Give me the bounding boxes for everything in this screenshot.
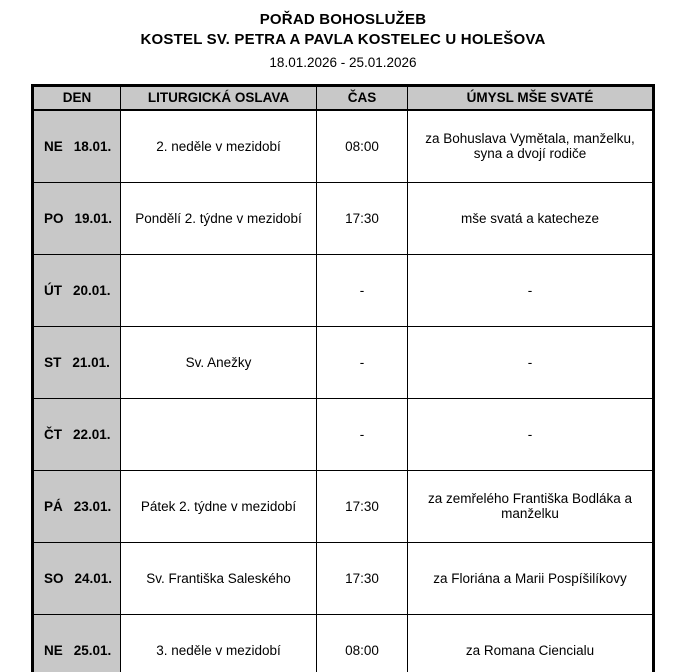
- day-cell: [33, 542, 121, 614]
- table-row: [33, 542, 654, 614]
- day-date: 23.01.: [73, 498, 112, 514]
- page-title: POŘAD BOHOSLUŽEB: [259, 11, 427, 28]
- column-header-time: ČAS: [317, 85, 408, 110]
- day-abbrev: PO: [44, 210, 64, 226]
- date-range: 18.01.2026 - 25.01.2026: [269, 54, 417, 70]
- time-cell: 17:30: [317, 182, 408, 254]
- celebration-cell: [121, 398, 317, 470]
- column-header-intention: ÚMYSL MŠE SVATÉ: [408, 85, 654, 110]
- day-date: 21.01.: [72, 354, 110, 370]
- day-abbrev: ČT: [44, 426, 62, 442]
- day-abbrev: NE: [44, 642, 63, 658]
- table-header: [33, 85, 654, 110]
- time-cell: 17:30: [317, 542, 408, 614]
- table-row: [33, 182, 654, 254]
- time-cell: 08:00: [317, 614, 408, 672]
- time-cell: -: [317, 326, 408, 398]
- time-cell: -: [317, 398, 408, 470]
- day-abbrev: PÁ: [44, 498, 63, 514]
- celebration-cell: 3. neděle v mezidobí: [121, 614, 317, 672]
- day-abbrev: NE: [44, 138, 63, 154]
- day-cell: [33, 110, 121, 183]
- celebration-cell: Sv. Anežky: [121, 326, 317, 398]
- day-cell: [33, 254, 121, 326]
- day-date: 20.01.: [73, 282, 111, 298]
- intention-cell: za zemřelého Františka Bodláka a manželku: [408, 470, 654, 542]
- time-cell: -: [317, 254, 408, 326]
- day-date: 18.01.: [73, 138, 112, 154]
- day-date: 25.01.: [73, 642, 112, 658]
- page-subtitle: KOSTEL SV. PETRA A PAVLA KOSTELEC U HOLEŠOVA: [140, 31, 546, 49]
- intention-cell: -: [408, 254, 654, 326]
- intention-cell: -: [408, 398, 654, 470]
- celebration-cell: Pátek 2. týdne v mezidobí: [121, 470, 317, 542]
- celebration-cell: [121, 254, 317, 326]
- column-header-celebration: LITURGICKÁ OSLAVA: [121, 85, 317, 110]
- table-row: [33, 254, 654, 326]
- table-row: [33, 110, 654, 183]
- day-cell: [33, 326, 121, 398]
- header-row: [33, 85, 654, 110]
- intention-cell: mše svatá a katecheze: [408, 182, 654, 254]
- day-date: 24.01.: [74, 570, 113, 586]
- day-abbrev: ÚT: [44, 282, 62, 298]
- document-header: [0, 10, 686, 72]
- table-row: [33, 470, 654, 542]
- day-cell: [33, 470, 121, 542]
- table-body: [33, 110, 654, 672]
- celebration-cell: Pondělí 2. týdne v mezidobí: [121, 182, 317, 254]
- celebration-cell: Sv. Františka Saleského: [121, 542, 317, 614]
- day-abbrev: ST: [44, 354, 62, 370]
- day-abbrev: SO: [44, 570, 64, 586]
- time-cell: 08:00: [317, 110, 408, 183]
- day-cell: [33, 614, 121, 672]
- column-header-day: DEN: [33, 85, 121, 110]
- schedule-table: [31, 84, 655, 672]
- intention-cell: -: [408, 326, 654, 398]
- day-date: 19.01.: [74, 210, 113, 226]
- table-row: [33, 614, 654, 672]
- table-row: [33, 326, 654, 398]
- intention-cell: za Romana Ciencialu: [408, 614, 654, 672]
- intention-cell: za Bohuslava Vymětala, manželku, syna a dvojí rodiče: [408, 110, 654, 183]
- intention-cell: za Floriána a Marii Pospíšilíkovy: [408, 542, 654, 614]
- day-cell: [33, 398, 121, 470]
- table-row: [33, 398, 654, 470]
- time-cell: 17:30: [317, 470, 408, 542]
- celebration-cell: 2. neděle v mezidobí: [121, 110, 317, 183]
- day-cell: [33, 182, 121, 254]
- day-date: 22.01.: [73, 426, 111, 442]
